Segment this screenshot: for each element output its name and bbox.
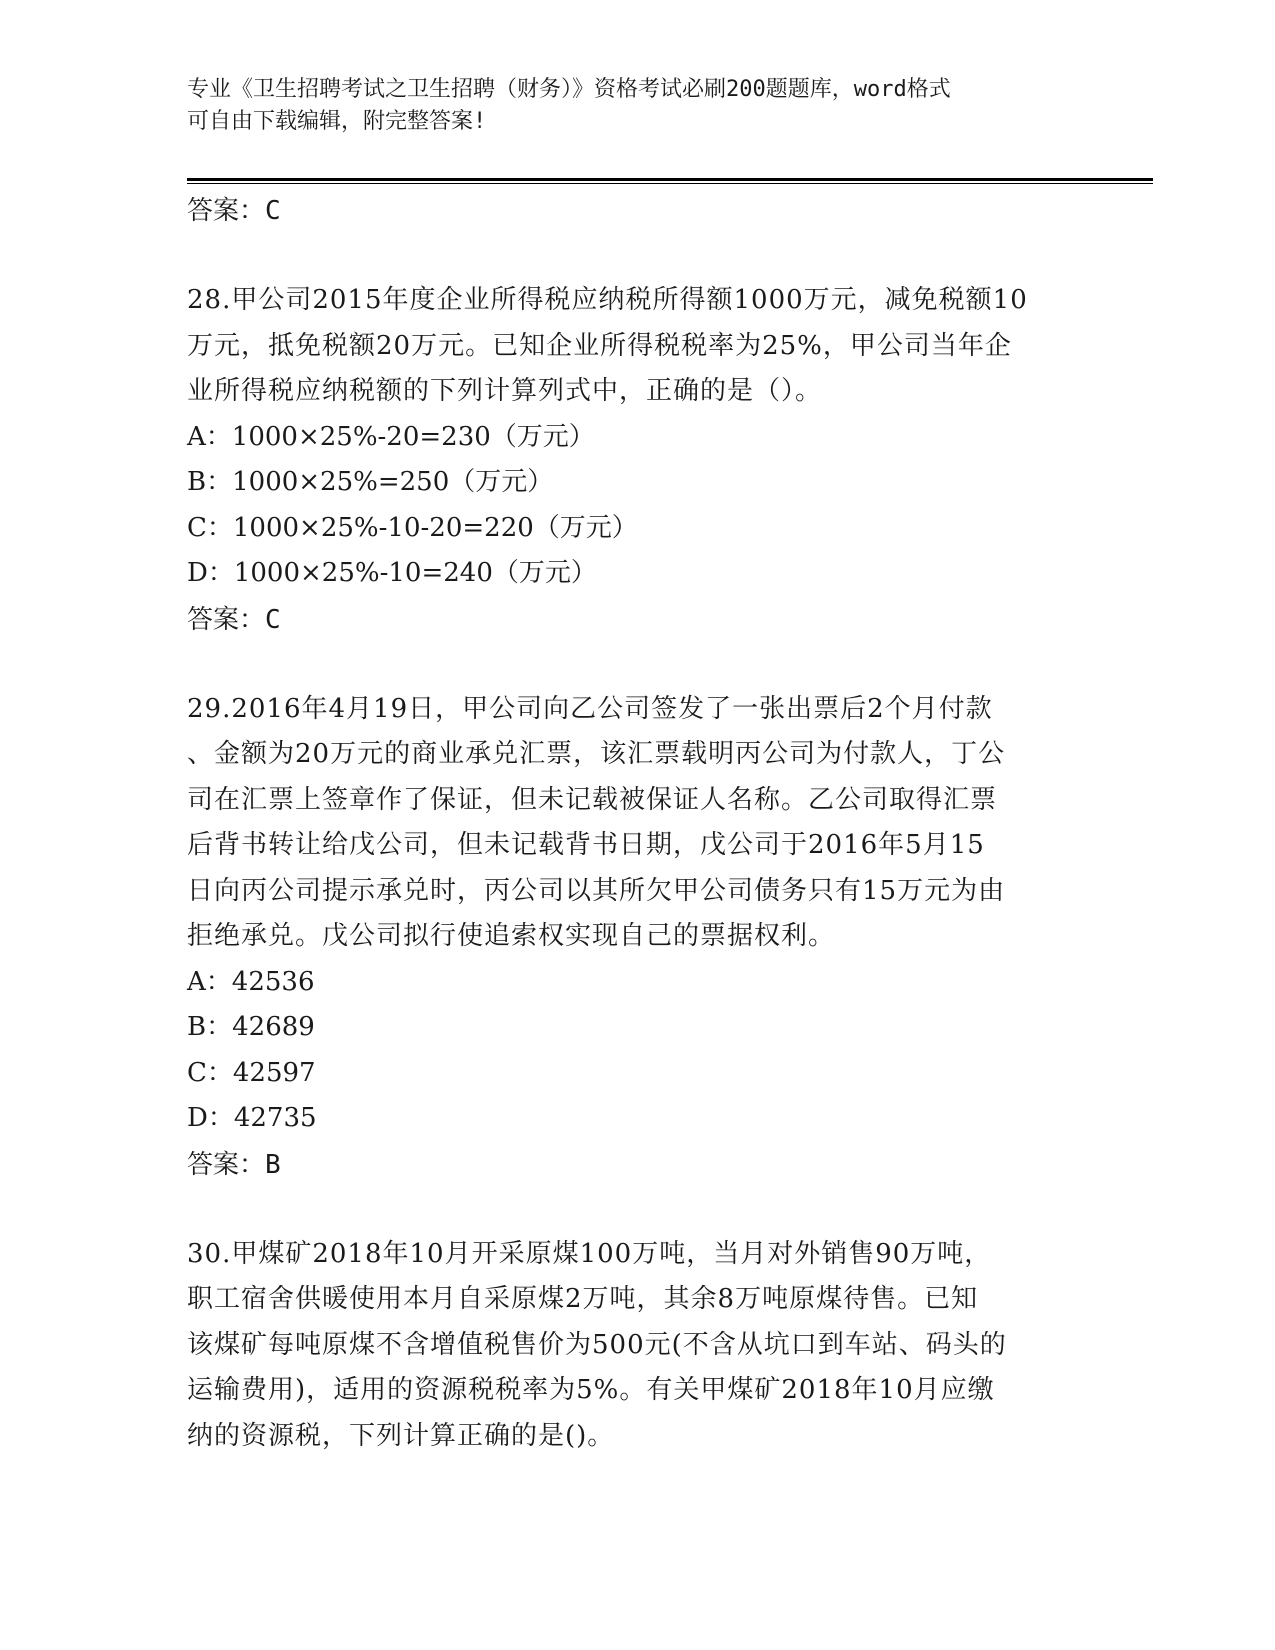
option-c: C：1000×25%-10-20=220（万元） xyxy=(187,512,638,543)
question-29 xyxy=(187,687,1107,1188)
answer-label: 答案：C xyxy=(187,604,281,635)
question-text-line: 、金额为20万元的商业承兑汇票，该汇票载明丙公司为付款人，丁公 xyxy=(187,739,1006,769)
question-text-line: 28.甲公司2015年度企业所得税应纳税所得额1000万元，减免税额10 xyxy=(187,285,1028,315)
option-a: A：42536 xyxy=(187,966,315,997)
header-line: 专业《卫生招聘考试之卫生招聘（财务）》资格考试必刷200题题库，word格式 xyxy=(187,77,951,102)
question-30 xyxy=(187,1232,1107,1460)
question-text-line: 万元，抵免税额20万元。已知企业所得税税率为25%，甲公司当年企 xyxy=(187,330,1012,361)
question-text-line: 后背书转让给戊公司，但未记载背书日期，戊公司于2016年5月15 xyxy=(187,830,985,860)
question-text-line: 运输费用)，适用的资源税税率为5%。有关甲煤矿2018年10月应缴 xyxy=(187,1375,995,1405)
question-text-line: 职工宿舍供暖使用本月自采原煤2万吨，其余8万吨原煤待售。已知 xyxy=(187,1284,979,1314)
answer-label: 答案：C xyxy=(187,196,281,226)
option-b: B：1000×25%=250（万元） xyxy=(187,467,554,497)
question-text-line: 业所得税应纳税额的下列计算列式中，正确的是（）。 xyxy=(187,376,823,406)
question-text-line: 司在汇票上签章作了保证，但未记载被保证人名称。乙公司取得汇票 xyxy=(187,784,998,815)
question-text-line: 纳的资源税，下列计算正确的是()。 xyxy=(187,1420,615,1451)
option-d: D：42735 xyxy=(187,1103,317,1133)
question-28 xyxy=(187,278,1107,643)
answer-label: 答案：B xyxy=(187,1149,281,1180)
option-b: B：42689 xyxy=(187,1012,315,1042)
question-text-line: 该煤矿每吨原煤不含增值税售价为500元(不含从坑口到车站、码头的 xyxy=(187,1329,1007,1360)
question-text-line: 拒绝承兑。戊公司拟行使追索权实现自己的票据权利。 xyxy=(187,921,836,951)
page-header xyxy=(187,74,1087,138)
header-divider-thick xyxy=(187,178,1153,181)
header-divider-thin xyxy=(187,183,1153,184)
header-line: 可自由下载编辑，附完整答案! xyxy=(187,109,487,134)
option-a: A：1000×25%-20=230（万元） xyxy=(187,421,595,452)
option-c: C：42597 xyxy=(187,1057,316,1088)
question-text-line: 日向丙公司提示承兑时，丙公司以其所欠甲公司债务只有15万元为由 xyxy=(187,875,1006,906)
question-text-line: 30.甲煤矿2018年10月开采原煤100万吨，当月对外销售90万吨， xyxy=(187,1238,992,1269)
option-d: D：1000×25%-10=240（万元） xyxy=(187,558,597,588)
document-body xyxy=(187,188,1107,1459)
question-text-line: 29.2016年4月19日，甲公司向乙公司签发了一张出票后2个月付款 xyxy=(187,693,993,724)
